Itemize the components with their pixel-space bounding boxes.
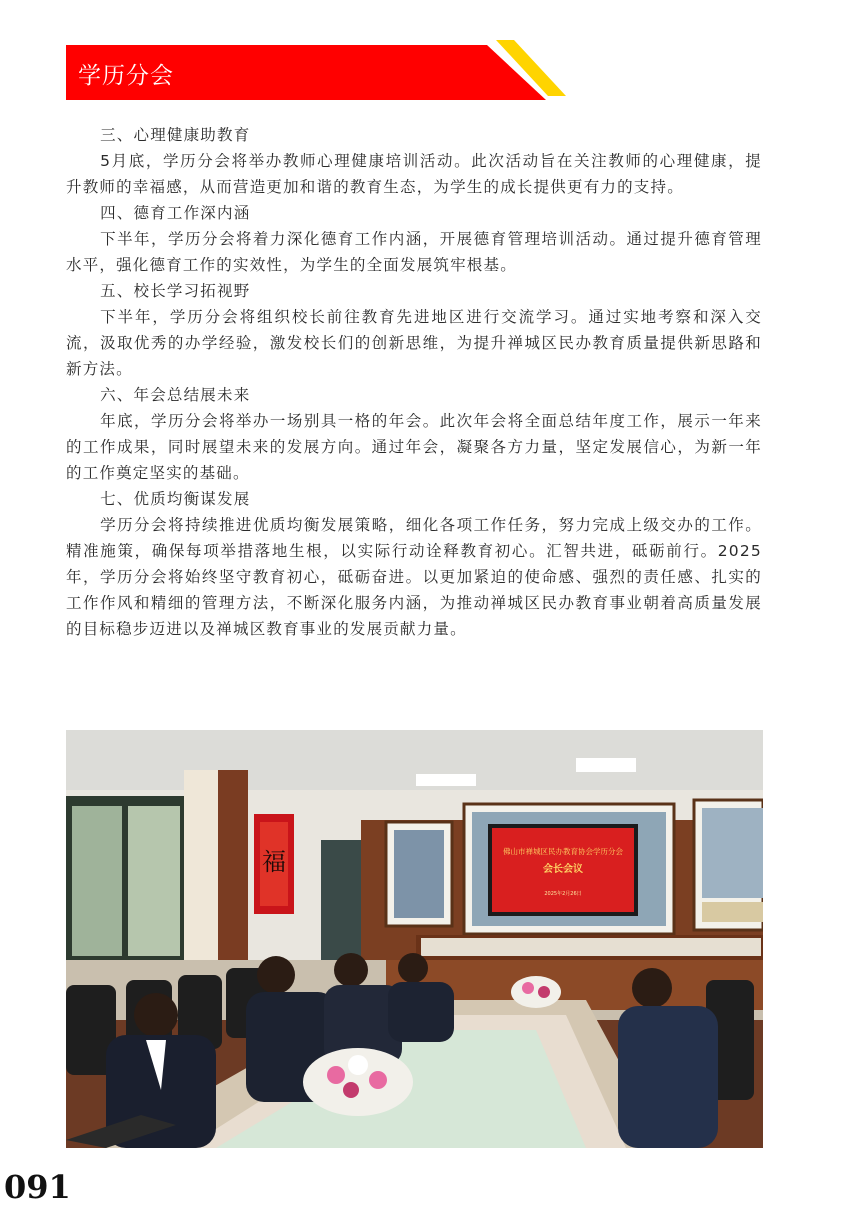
section-title: 学历分会: [78, 63, 174, 89]
calligraphy-text: 福: [262, 848, 286, 876]
section-heading: 六、年会总结展未来: [100, 386, 251, 404]
section-paragraph: 下半年，学历分会将着力深化德育工作内涵，开展德育管理培训活动。通过提升德育管理水平，强化德育工作的实效性，为学生的全面发展筑牢根基。: [66, 230, 762, 274]
section-paragraph: 学历分会将持续推进优质均衡发展策略，细化各项工作任务，努力完成上级交办的工作。精准施策，确保每项举措落地生根，以实际行动诠释教育初心。汇智共进，砥砺前行。2025年，学历分会将始终坚守教育初心，砥砺奋进。以更加紧迫的使命感、强烈的责任感、扎实的工作作风和精细的管理方法，不断深化服务内涵，为推动禅城区民办教育事业朝着高质量发展的目标稳步迈进以及禅城区教育事业的发展贡献力量。: [66, 516, 762, 638]
section-paragraph: 下半年，学历分会将组织校长前往教育先进地区进行交流学习。通过实地考察和深入交流，汲取优秀的办学经验，激发校长们的创新思维，为提升禅城区民办教育质量提供新思路和新方法。: [66, 308, 762, 378]
meeting-photo: [66, 730, 763, 1148]
section-heading: 四、德育工作深内涵: [100, 204, 251, 222]
section-heading: 七、优质均衡谋发展: [100, 490, 251, 508]
article-body: [66, 122, 762, 642]
section-heading: 三、心理健康助教育: [100, 126, 251, 144]
section-paragraph: 5月底，学历分会将举办教师心理健康培训活动。此次活动旨在关注教师的心理健康，提升教师的幸福感，从而营造更加和谐的教育生态，为学生的成长提供更有力的支持。: [66, 152, 762, 196]
page-number: 091: [4, 1168, 71, 1206]
screen-date: 2025年2月26日: [544, 891, 582, 897]
screen-title: 佛山市禅城区民办教育协会学历分会: [503, 847, 623, 856]
screen-subtitle: 会长会议: [543, 864, 583, 875]
section-heading: 五、校长学习拓视野: [100, 282, 251, 300]
section-paragraph: 年底，学历分会将举办一场别具一格的年会。此次年会将全面总结年度工作，展示一年来的工作成果，同时展望未来的发展方向。通过年会，凝聚各方力量，坚定发展信心，为新一年的工作奠定坚实的基础。: [66, 412, 762, 482]
